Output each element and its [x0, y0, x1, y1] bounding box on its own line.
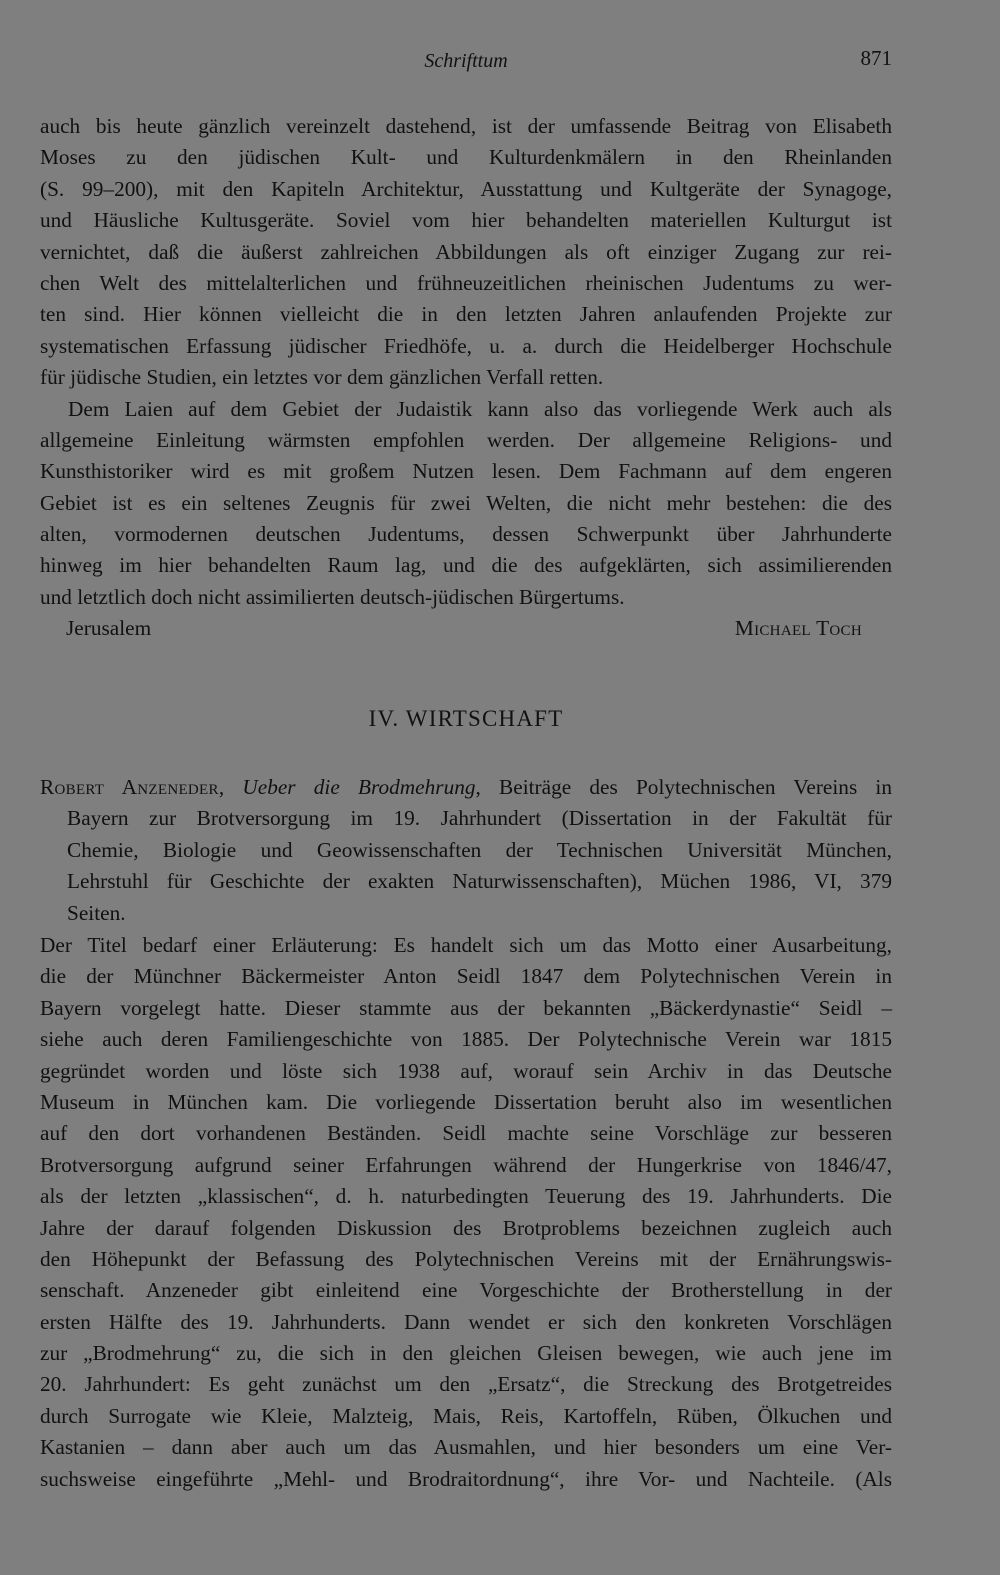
section-heading: IV. WIRTSCHAFT	[368, 706, 564, 731]
text-line: Moses zu den jüdischen Kult- und Kulturdenkmälern in den Rheinlanden	[40, 145, 892, 170]
citation-line: Chemie, Biologie und Geowissenschaften der Technischen Universität München,	[67, 837, 892, 862]
text-line: Jahre der darauf folgenden Diskussion des Brotproblems bezeichnen zugleich auch	[40, 1215, 892, 1240]
text-line: Gebiet ist es ein seltenes Zeugnis für zwei Welten, die nicht mehr bestehen: die des	[40, 490, 892, 515]
text-line: hinweg im hier behandelten Raum lag, und die des aufgeklärten, sich assimilierenden	[40, 553, 892, 578]
text-line: durch Surrogate wie Kleie, Malzteig, Mais, Reis, Kartoffeln, Rüben, Ölkuchen und	[40, 1403, 892, 1428]
text-line: Bayern vorgelegt hatte. Dieser stammte aus der bekannten „Bäckerdynastie“ Seidl –	[40, 995, 892, 1020]
text-line: chen Welt des mittelalterlichen und frühneuzeitlichen rheinischen Judentums zu wer-	[40, 270, 892, 295]
text-line: Dem Laien auf dem Gebiet der Judaistik kann also das vorliegende Werk auch als	[68, 396, 892, 421]
text-line: die der Münchner Bäckermeister Anton Seidl 1847 dem Polytechnischen Verein in	[40, 964, 892, 989]
citation-line: Lehrstuhl für Geschichte der exakten Naturwissenschaften), Müchen 1986, VI, 379	[67, 869, 892, 894]
text-line: alten, vormodernen deutschen Judentums, dessen Schwerpunkt über Jahrhunderte	[40, 522, 892, 547]
text-line: als der letzten „klassischen“, d. h. naturbedingten Teuerung des 19. Jahrhunderts. Die	[40, 1184, 892, 1209]
text-line: allgemeine Einleitung wärmsten empfohlen werden. Der allgemeine Religions- und	[40, 427, 892, 452]
running-head-title: Schrifttum	[424, 50, 508, 72]
text-line: auf den dort vorhandenen Beständen. Seidl machte seine Vorschläge zur besseren	[40, 1121, 892, 1146]
text-line: ten sind. Hier können vielleicht die in den letzten Jahren anlaufenden Projekte zur	[40, 302, 892, 327]
text-line: Museum in München kam. Die vorliegende Dissertation beruht also im wesentlichen	[40, 1089, 892, 1114]
review-continuation	[40, 111, 892, 613]
text-line: den Höhepunkt der Befassung des Polytechnischen Vereins mit der Ernährungswis-	[40, 1246, 892, 1271]
citation-line: Bayern zur Brotversorgung im 19. Jahrhundert (Dissertation in der Fakultät für	[67, 806, 892, 831]
text-line: systematischen Erfassung jüdischer Friedhöfe, u. a. durch die Heidelberger Hochschule	[40, 333, 892, 358]
text-line: siehe auch deren Familiengeschichte von 1885. Der Polytechnische Verein war 1815	[40, 1027, 892, 1052]
review-place: Jerusalem	[66, 616, 152, 640]
entry-first-line: Robert Anzeneder, Ueber die Brodmehrung, Beiträge des Polytechnischen Vereins in	[40, 775, 892, 799]
running-head	[40, 46, 892, 76]
text-line: Brotversorgung aufgrund seiner Erfahrungen während der Hungerkrise von 1846/47,	[40, 1152, 892, 1177]
reviewer-name: Michael Toch	[734, 616, 862, 640]
text-line: auch bis heute gänzlich vereinzelt dastehend, ist der umfassende Beitrag von Elisabeth	[40, 114, 892, 138]
text-line: Kunsthistoriker wird es mit großem Nutzen lesen. Dem Fachmann auf dem engeren	[40, 459, 892, 484]
text-line: Der Titel bedarf einer Erläuterung: Es handelt sich um das Motto einer Ausarbeitung,	[40, 933, 892, 957]
review-body	[40, 930, 892, 1495]
review-signature	[66, 616, 862, 646]
text-line: vernichtet, daß die äußerst zahlreichen Abbildungen als oft einziger Zugang zur rei-	[40, 239, 892, 264]
text-line: für jüdische Studien, ein letztes vor dem gänzlichen Verfall retten.	[40, 365, 604, 390]
text-line: 20. Jahrhundert: Es geht zunächst um den „Ersatz“, die Streckung des Brotgetreides	[40, 1372, 892, 1397]
text-line: (S. 99–200), mit den Kapiteln Architektur, Ausstattung und Kultgeräte der Synagoge,	[40, 176, 892, 201]
text-line: senschaft. Anzeneder gibt einleitend eine Vorgeschichte der Brotherstellung in der	[40, 1278, 892, 1303]
page-number: 871	[860, 46, 892, 70]
text-line: und Häusliche Kultusgeräte. Soviel vom hier behandelten materiellen Kulturgut ist	[40, 208, 892, 233]
text-line: zur „Brodmehrung“ zu, die sich in den gleichen Gleisen bewegen, wie auch jene im	[40, 1341, 892, 1366]
entry-title: Ueber die Brodmehrung	[242, 775, 476, 799]
citation-line: Seiten.	[67, 900, 126, 925]
text-line: Kastanien – dann aber auch um das Ausmahlen, und hier besonders um eine Ver-	[40, 1435, 892, 1460]
entry-author: Robert Anzeneder	[40, 775, 219, 799]
text-line: ersten Hälfte des 19. Jahrhunderts. Dann wendet er sich den konkreten Vorschlägen	[40, 1309, 892, 1334]
text-line: suchsweise eingeführte „Mehl- und Brodraitordnung“, ihre Vor- und Nachteile. (Als	[40, 1466, 892, 1491]
text-line: und letztlich doch nicht assimilierten deutsch-jüdischen Bürgertums.	[40, 584, 625, 609]
book-entry	[40, 772, 892, 929]
text-line: gegründet worden und löste sich 1938 auf, worauf sein Archiv in das Deutsche	[40, 1058, 892, 1083]
entry-title-rest: Beiträge des Polytechnischen Vereins in	[499, 775, 892, 799]
